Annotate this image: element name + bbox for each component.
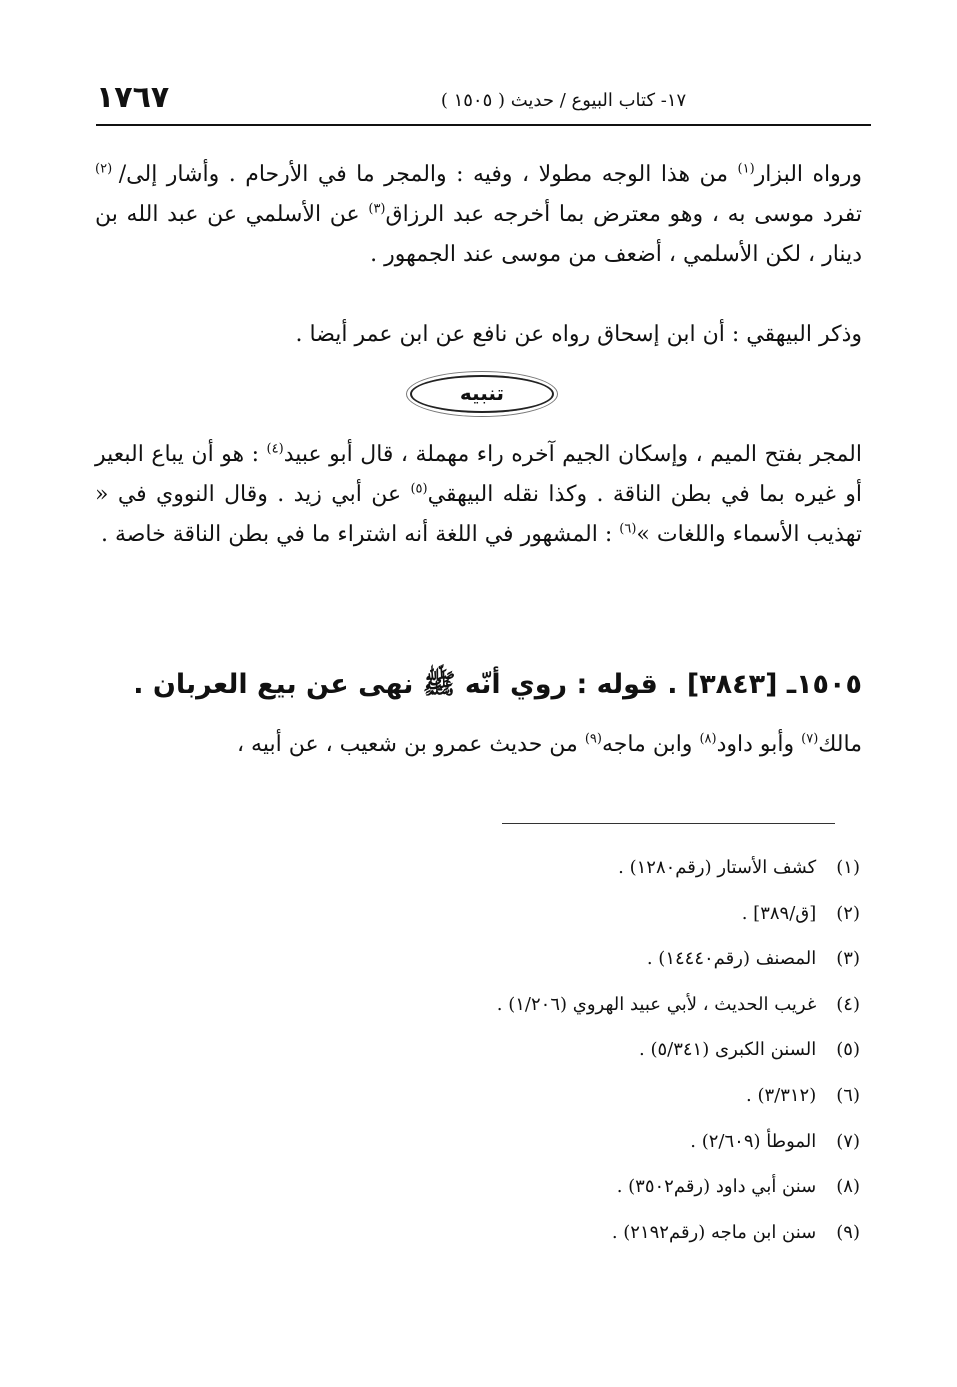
footnote-item bbox=[96, 985, 860, 1031]
tanbeeh-ornament bbox=[410, 375, 554, 413]
paragraph-malik bbox=[95, 725, 862, 765]
paragraph-text: ورواه البزار bbox=[754, 162, 862, 187]
header-rule bbox=[96, 124, 871, 126]
footnote-number: (٢) bbox=[836, 902, 860, 924]
footnote-ref: (٧) bbox=[801, 731, 819, 747]
footnote-number: (٣) bbox=[836, 948, 860, 970]
paragraph-text: من هذا الوجه مطولا ، وفيه : والمجر ما في الأرحام . وأشار إلى/ bbox=[118, 162, 738, 187]
footnote-text: [ق/٣٨٩] . bbox=[741, 902, 817, 924]
paragraph-text: عن الأسلمي عن عبد الله بن دينار ، لكن الأسلمي ، أضعف من موسى عند الجمهور . bbox=[95, 202, 862, 267]
footnote-ref: (٢) bbox=[95, 161, 119, 177]
tanbeeh-label: تنبيه bbox=[459, 381, 505, 405]
paragraph-text: تفرد موسى به ، وهو معترض بما أخرجه عبد الرزاق bbox=[385, 202, 862, 227]
footnote-number: (٩) bbox=[836, 1221, 860, 1243]
footnote-ref: (٨) bbox=[699, 731, 717, 747]
page-number: ١٧٦٧ bbox=[96, 80, 170, 115]
footnote-ref: (٤) bbox=[266, 441, 284, 457]
footnote-text: سنن ابن ماجه (رقم٢١٩٢) . bbox=[611, 1221, 817, 1243]
footnote-item bbox=[96, 1213, 860, 1259]
paragraph-bazzar bbox=[95, 155, 862, 275]
paragraph-majr bbox=[95, 435, 862, 555]
paragraph-text: : المشهور في اللغة أنه اشتراء ما في بطن الناقة خاصة . bbox=[100, 522, 620, 547]
paragraph-text: المجر بفتح الميم ، وإسكان الجيم آخره راء مهملة ، قال أبو عبيد bbox=[283, 442, 862, 467]
footnote-ref: (٩) bbox=[584, 731, 602, 747]
paragraph-text: عن أبي زيد . وقال النووي في « تهذيب الأسماء واللغات » bbox=[95, 482, 862, 547]
footnote-item bbox=[96, 1167, 860, 1213]
footnote-text: السنن الكبرى (٥/٣٤١) . bbox=[639, 1039, 817, 1061]
footnote-text: (٣/٣١٢) . bbox=[746, 1084, 817, 1106]
footnote-text: سنن أبي داود (رقم٣٥٠٢) . bbox=[616, 1176, 817, 1198]
footnote-number: (٥) bbox=[836, 1039, 860, 1061]
footnote-number: (٤) bbox=[836, 993, 860, 1015]
paragraph-text: مالك bbox=[818, 732, 862, 757]
page-header bbox=[96, 78, 871, 124]
footnote-ref: (٦) bbox=[619, 521, 637, 537]
footnote-text: كشف الأستار (رقم١٢٨٠) . bbox=[618, 857, 817, 878]
footnote-text: المصنف (رقم١٤٤٤٠) . bbox=[646, 948, 817, 970]
footnote-number: (٨) bbox=[836, 1176, 860, 1198]
footnote-text: غريب الحديث ، لأبي عبيد الهروي (١/٢٠٦) . bbox=[496, 993, 817, 1015]
footnote-item bbox=[96, 939, 860, 985]
paragraph-text: وأبو داود bbox=[716, 732, 802, 757]
paragraph-text: من حديث عمرو بن شعيب ، عن أبيه ، bbox=[236, 732, 585, 757]
footnote-ref: (٥) bbox=[410, 481, 428, 497]
footnote-separator bbox=[502, 823, 835, 824]
footnote-ref: (١) bbox=[737, 161, 755, 177]
footnote-number: (١) bbox=[836, 857, 860, 878]
footnote-item bbox=[96, 848, 860, 894]
paragraph-text: : هو أن يباع البعير أو غيره بما في بطن الناقة . وكذا نقله البيهقي bbox=[95, 442, 862, 507]
paragraph-text: وابن ماجه bbox=[601, 732, 700, 757]
running-title: ١٧- كتاب البيوع / حديث ( ١٥٠٥ ) bbox=[440, 90, 687, 111]
footnote-number: (٦) bbox=[836, 1084, 860, 1106]
footnote-item bbox=[96, 1122, 860, 1168]
footnote-item bbox=[96, 1030, 860, 1076]
footnote-number: (٧) bbox=[836, 1130, 860, 1152]
footnote-text: الموطأ (٢/٦٠٩) . bbox=[690, 1130, 817, 1152]
footnotes-list bbox=[96, 848, 860, 1258]
paragraph-bayhaqi: وذكر البيهقي : أن ابن إسحاق رواه عن نافع عن ابن عمر أيضا . bbox=[295, 322, 862, 347]
footnote-item bbox=[96, 1076, 860, 1122]
footnote-ref: (٣) bbox=[368, 201, 386, 217]
footnote-item bbox=[96, 894, 860, 940]
hadith-heading: ١٥٠٥ـ [٣٨٤٣] . قوله : روي أنّه ﷺ نهى عن بيع العربان . bbox=[133, 669, 862, 700]
